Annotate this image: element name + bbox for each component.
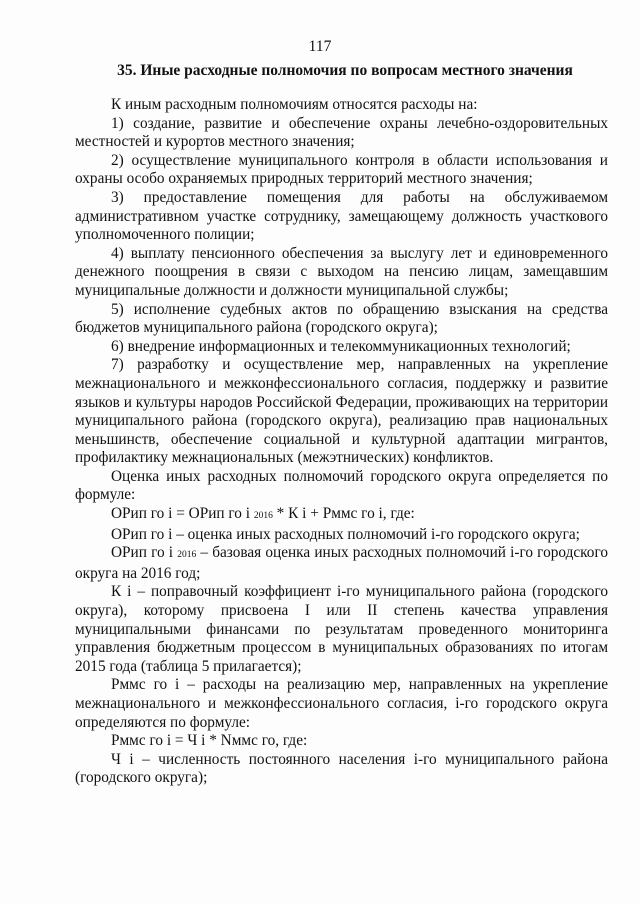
- formula-main-text: ОРип го i = ОРип го i: [111, 505, 254, 523]
- definition-orip-2016-subscript: 2016: [177, 550, 197, 561]
- list-item: 6) внедрение информационных и телекоммуникационных технологий;: [111, 337, 571, 355]
- page-number: 117: [308, 38, 332, 55]
- list-item: 7) разработку и осуществление мер, направленных на укрепление межнационального и межконфессионального согласия, поддержку и развитие языков и культуры народов Российской Федерации, проживающих на территории муниципального района (городского округа), реализацию прав национальных меньшинств, обеспечение социальной и культурной адаптации мигрантов, профилактику межнациональных (межэтнических) конфликтов.: [75, 356, 608, 467]
- definition-orip-2016: [75, 544, 608, 583]
- definition-orip-2016-term: ОРип го i: [111, 544, 178, 562]
- intro-paragraph: К иным расходным полномочиям относятся расходы на:: [111, 96, 478, 113]
- formula-main-subscript: 2016: [253, 511, 273, 522]
- section-heading: 35. Иные расходные полномочия по вопросам местного значения: [117, 62, 573, 79]
- list-item: 4) выплату пенсионного обеспечения за выслугу лет и единовременного денежного поощрения в связи с выходом на пенсию лицам, замещавшим муниципальные должности и должности муниципальной службы;: [75, 244, 608, 299]
- formula-rmms: Рммс го i = Ч i * Nммс го, где:: [111, 732, 308, 750]
- definition-orip-2016-text: – базовая оценка иных расходных полномочий i-го городского округа на 2016 год;: [75, 544, 608, 582]
- document-body: [75, 96, 608, 788]
- formula-main-text-end: * К i + Рммс го i, где:: [272, 505, 415, 523]
- list-item: 2) осуществление муниципального контроля в области использования и охраны особо охраняемых природных территорий местного значения;: [75, 151, 608, 188]
- list-item: 1) создание, развитие и обеспечение охраны лечебно-оздоровительных местностей и курортов местного значения;: [75, 114, 608, 151]
- list-item: 5) исполнение судебных актов по обращению взыскания на средства бюджетов муниципального района (городского округа);: [75, 300, 608, 337]
- list-item: 3) предоставление помещения для работы на обслуживаемом административном участке сотруднику, замещающему должность участкового уполномоченного полиции;: [75, 188, 608, 244]
- definition-rmms: Рммс го i – расходы на реализацию мер, направленных на укрепление межнационального и межконфессионального согласия, i-го городского округа определяются по формуле:: [75, 676, 608, 731]
- definition-ch: Ч i – численность постоянного населения i-го муниципального района (городского округа);: [75, 750, 608, 787]
- definition-orip: ОРип го i – оценка иных расходных полномочий i-го городского округа;: [111, 525, 580, 543]
- definition-k: К i – поправочный коэффициент i-го муниципального района (городского округа), которому присвоена I или II степень качества управления муниципальными финансами по результатам проведенного мониторинга управления бюджетным процессом в муниципальных образованиях по итогам 2015 года (таблица 5 прилагается);: [75, 583, 608, 675]
- estimate-paragraph: Оценка иных расходных полномочий городского округа определяется по формуле:: [75, 467, 608, 504]
- formula-main: [75, 505, 608, 526]
